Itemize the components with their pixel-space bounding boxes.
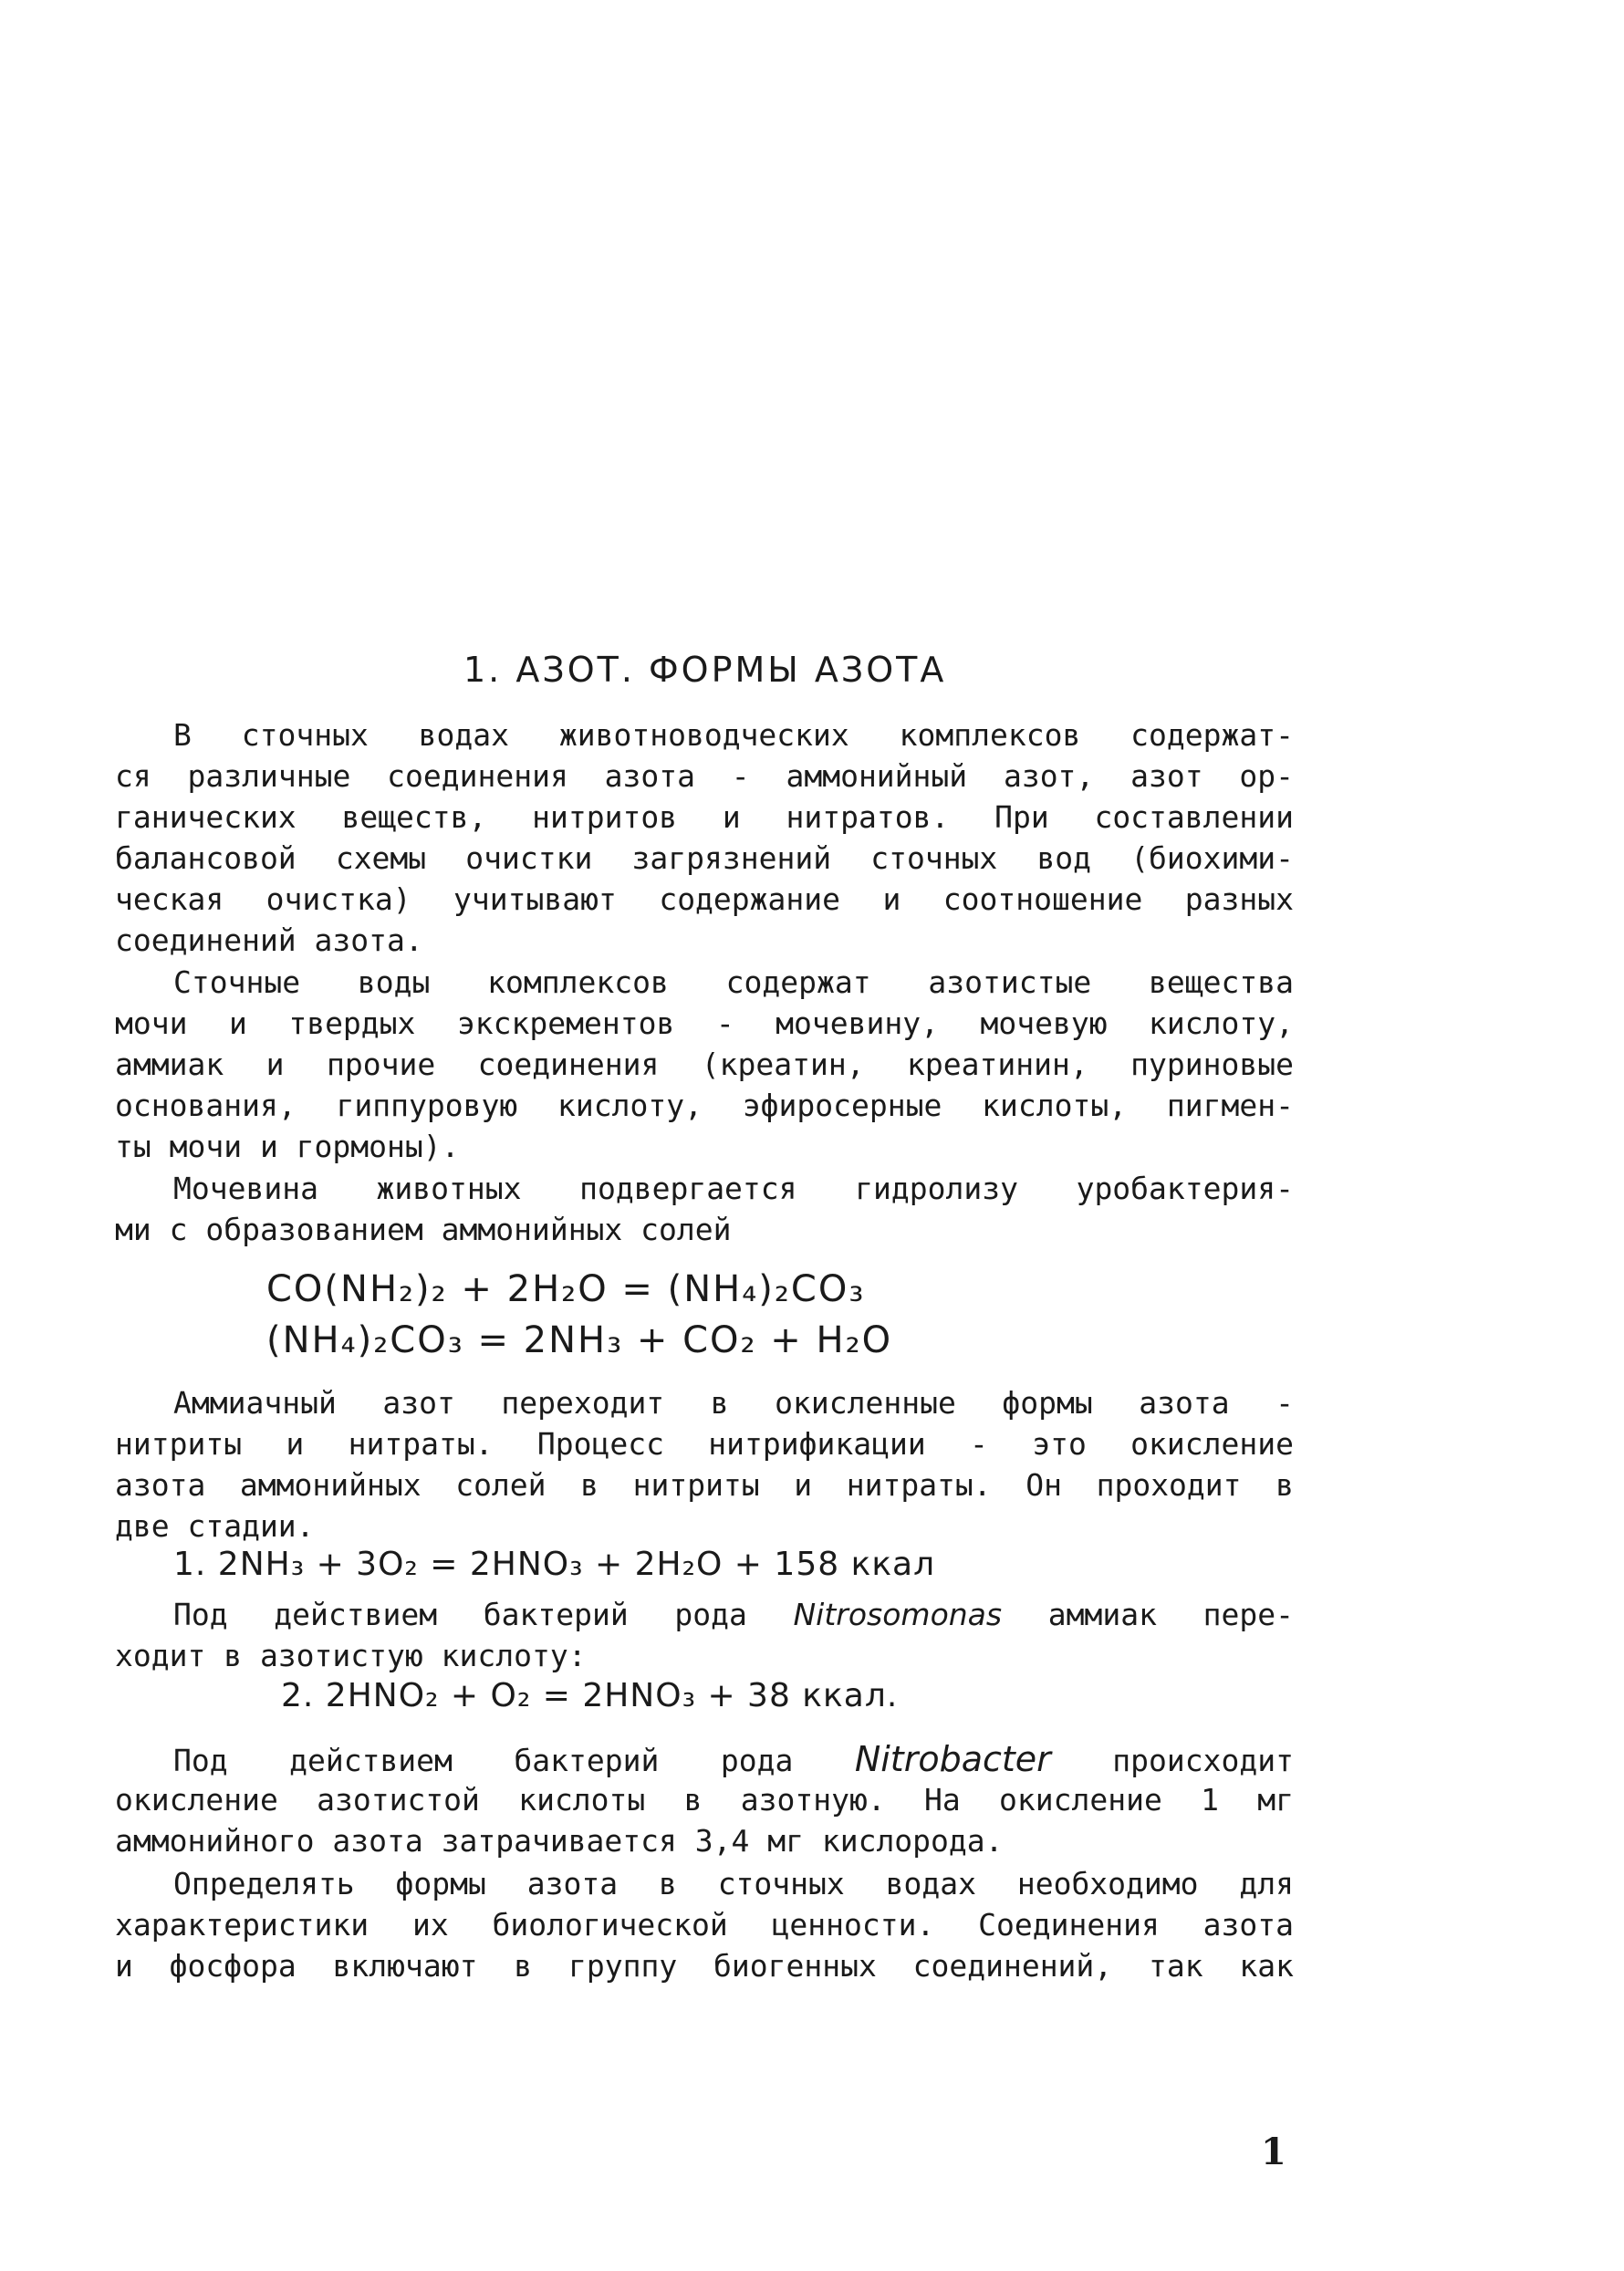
paragraph-5-line-1 [173,1597,1294,1633]
paragraph-3-line-1: Мочевина животных подвергается гидролизу уробактерия- [173,1171,1294,1206]
paragraph-1-line-5: ческая очистка) учитывают содержание и соотношение разных [115,881,1294,917]
paragraph-6-text-start: Под действием бактерий рода [173,1743,794,1778]
paragraph-1-line-3: ганических веществ, нитритов и нитратов. При составлении [115,799,1294,835]
paragraph-5-text-start: Под действием бактерий рода [173,1597,747,1632]
paragraph-4-line-2: нитриты и нитраты. Процесс нитрификации - это окисление [115,1426,1294,1462]
equation-carbonate-decomposition: (NH₄)₂CO₃ = 2NH₃ + CO₂ + H₂O [266,1319,893,1361]
section-title: 1. АЗОТ. ФОРМЫ АЗОТА [463,650,947,690]
paragraph-1-line-4: балансовой схемы очистки загрязнений сточных вод (биохими- [115,840,1294,876]
paragraph-4-line-1: Аммиачный азот переходит в окисленные формы азота - [173,1385,1294,1421]
paragraph-7-line-2: характеристики их биологической ценности. Соединения азота [115,1907,1294,1943]
equation-urea-hydrolysis: CO(NH₂)₂ + 2H₂O = (NH₄)₂CO₃ [266,1268,866,1310]
paragraph-3-line-2: ми с образованием аммонийных солей [115,1212,732,1247]
paragraph-2-line-1: Сточные воды комплексов содержат азотистые вещества [173,964,1294,1000]
page-number: 1 [1261,2130,1286,2173]
paragraph-4-line-4: две стадии. [115,1508,315,1544]
genus-nitrosomonas: Nitrosomonas [793,1597,1003,1632]
paragraph-2-line-2: мочи и твердых экскрементов - мочевину, мочевую кислоту, [115,1005,1294,1041]
paragraph-1-line-6: соединений азота. [115,922,423,958]
paragraph-4-line-3: азота аммонийных солей в нитриты и нитраты. Он проходит в [115,1467,1294,1503]
paragraph-6-line-1 [173,1741,1294,1779]
paragraph-6-text-end: происходит [1112,1743,1294,1778]
nitrification-stage-2: 2. 2HNO₂ + O₂ = 2HNO₃ + 38 ккал. [281,1677,899,1714]
paragraph-2-line-3: аммиак и прочие соединения (креатин, креатинин, пуриновые [115,1047,1294,1082]
paragraph-5-line-2: ходит в азотистую кислоту: [115,1638,587,1673]
paragraph-5-text-end: аммиак пере- [1047,1597,1294,1632]
paragraph-2-line-4: основания, гиппуровую кислоту, эфиросерные кислоты, пигмен- [115,1088,1294,1123]
paragraph-6-line-3: аммонийного азота затрачивается 3,4 мг кислорода. [115,1823,1004,1859]
paragraph-2-line-5: ты мочи и гормоны). [115,1129,460,1164]
paragraph-7-line-3: и фосфора включают в группу биогенных соединений, так как [115,1948,1294,1984]
paragraph-6-line-2: окисление азотистой кислоты в азотную. На окисление 1 мг [115,1782,1294,1818]
nitrification-stage-1: 1. 2NH₃ + 3O₂ = 2HNO₃ + 2H₂O + 158 ккал [173,1546,936,1583]
genus-nitrobacter: Nitrobacter [854,1739,1051,1779]
paragraph-7-line-1: Определять формы азота в сточных водах необходимо для [173,1866,1294,1901]
paragraph-1-line-1: В сточных водах животноводческих комплексов содержат- [173,717,1294,753]
paragraph-1-line-2: ся различные соединения азота - аммонийный азот, азот ор- [115,758,1294,794]
